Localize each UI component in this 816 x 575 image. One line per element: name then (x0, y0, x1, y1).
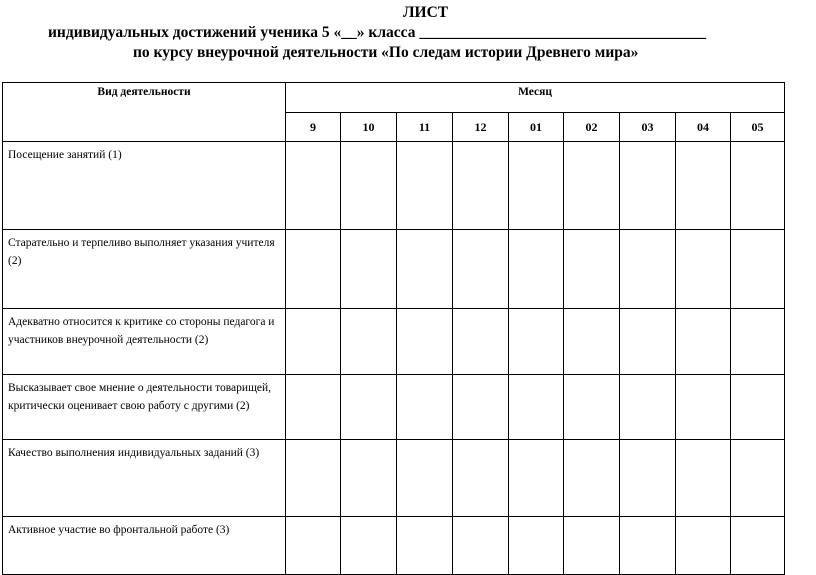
grade-cell[interactable] (731, 309, 785, 375)
activity-label: Адекватно относится к критике со стороны педагога и участников внеурочной деятельности (2) (3, 309, 286, 375)
month-header-cell: 10 (341, 113, 397, 142)
grade-cell[interactable] (509, 230, 564, 309)
grade-cell[interactable] (453, 309, 509, 375)
month-header-cell: 12 (453, 113, 509, 142)
grade-cell[interactable] (286, 375, 341, 440)
table-row (3, 230, 785, 309)
achievements-table (2, 82, 785, 575)
grade-cell[interactable] (397, 375, 453, 440)
month-header-cell: 05 (731, 113, 785, 142)
grade-cell[interactable] (286, 230, 341, 309)
grade-cell[interactable] (564, 230, 620, 309)
activity-label: Посещение занятий (1) (3, 142, 286, 230)
grade-cell[interactable] (397, 440, 453, 517)
activity-label: Активное участие во фронтальной работе (3) (3, 517, 286, 575)
grade-cell[interactable] (731, 375, 785, 440)
grade-cell[interactable] (453, 142, 509, 230)
month-header-cell: 03 (620, 113, 676, 142)
grade-cell[interactable] (731, 142, 785, 230)
grade-cell[interactable] (509, 375, 564, 440)
grade-cell[interactable] (564, 517, 620, 575)
grade-cell[interactable] (341, 142, 397, 230)
grade-cell[interactable] (397, 517, 453, 575)
month-header-cell: 04 (676, 113, 731, 142)
grade-cell[interactable] (731, 517, 785, 575)
table-row (3, 517, 785, 575)
grade-cell[interactable] (286, 142, 341, 230)
grade-cell[interactable] (397, 142, 453, 230)
grade-cell[interactable] (453, 230, 509, 309)
grade-cell[interactable] (509, 142, 564, 230)
grade-cell[interactable] (453, 440, 509, 517)
sheet-subtitle: индивидуальных достижений ученика 5 «__» класса _____________________________________ (48, 24, 707, 41)
month-header-cell: 11 (397, 113, 453, 142)
grade-cell[interactable] (341, 440, 397, 517)
grade-cell[interactable] (731, 440, 785, 517)
grade-cell[interactable] (564, 440, 620, 517)
month-header-cell: 02 (564, 113, 620, 142)
grade-cell[interactable] (620, 440, 676, 517)
month-column-header: Месяц (286, 83, 785, 113)
grade-cell[interactable] (509, 309, 564, 375)
grade-cell[interactable] (620, 375, 676, 440)
table-row (3, 375, 785, 440)
grade-cell[interactable] (509, 440, 564, 517)
activity-column-header: Вид деятельности (3, 83, 286, 142)
grade-cell[interactable] (620, 230, 676, 309)
header-row-1 (3, 83, 785, 113)
grade-cell[interactable] (397, 230, 453, 309)
grade-cell[interactable] (341, 309, 397, 375)
course-title: по курсу внеурочной деятельности «По следам истории Древнего мира» (133, 44, 639, 61)
activity-label: Качество выполнения индивидуальных заданий (3) (3, 440, 286, 517)
grade-cell[interactable] (676, 230, 731, 309)
grade-cell[interactable] (676, 375, 731, 440)
table-row (3, 309, 785, 375)
grade-cell[interactable] (564, 375, 620, 440)
grade-cell[interactable] (341, 230, 397, 309)
grade-cell[interactable] (509, 517, 564, 575)
grade-cell[interactable] (676, 517, 731, 575)
grade-cell[interactable] (341, 517, 397, 575)
grade-cell[interactable] (620, 142, 676, 230)
grade-cell[interactable] (286, 440, 341, 517)
grade-cell[interactable] (676, 440, 731, 517)
grade-cell[interactable] (676, 142, 731, 230)
table-row (3, 142, 785, 230)
grade-cell[interactable] (286, 309, 341, 375)
grade-cell[interactable] (453, 517, 509, 575)
grade-cell[interactable] (620, 309, 676, 375)
grade-cell[interactable] (676, 309, 731, 375)
grade-cell[interactable] (620, 517, 676, 575)
grade-cell[interactable] (453, 375, 509, 440)
month-header-cell: 01 (509, 113, 564, 142)
grade-cell[interactable] (341, 375, 397, 440)
grade-cell[interactable] (564, 142, 620, 230)
activity-label: Высказывает свое мнение о деятельности товарищей, критически оценивает свою работу с другими (2) (3, 375, 286, 440)
table-row (3, 440, 785, 517)
activity-label: Старательно и терпеливо выполняет указания учителя (2) (3, 230, 286, 309)
grade-cell[interactable] (731, 230, 785, 309)
month-header-cell: 9 (286, 113, 341, 142)
grade-cell[interactable] (397, 309, 453, 375)
grade-cell[interactable] (564, 309, 620, 375)
grade-cell[interactable] (286, 517, 341, 575)
sheet-title: ЛИСТ (403, 4, 449, 21)
